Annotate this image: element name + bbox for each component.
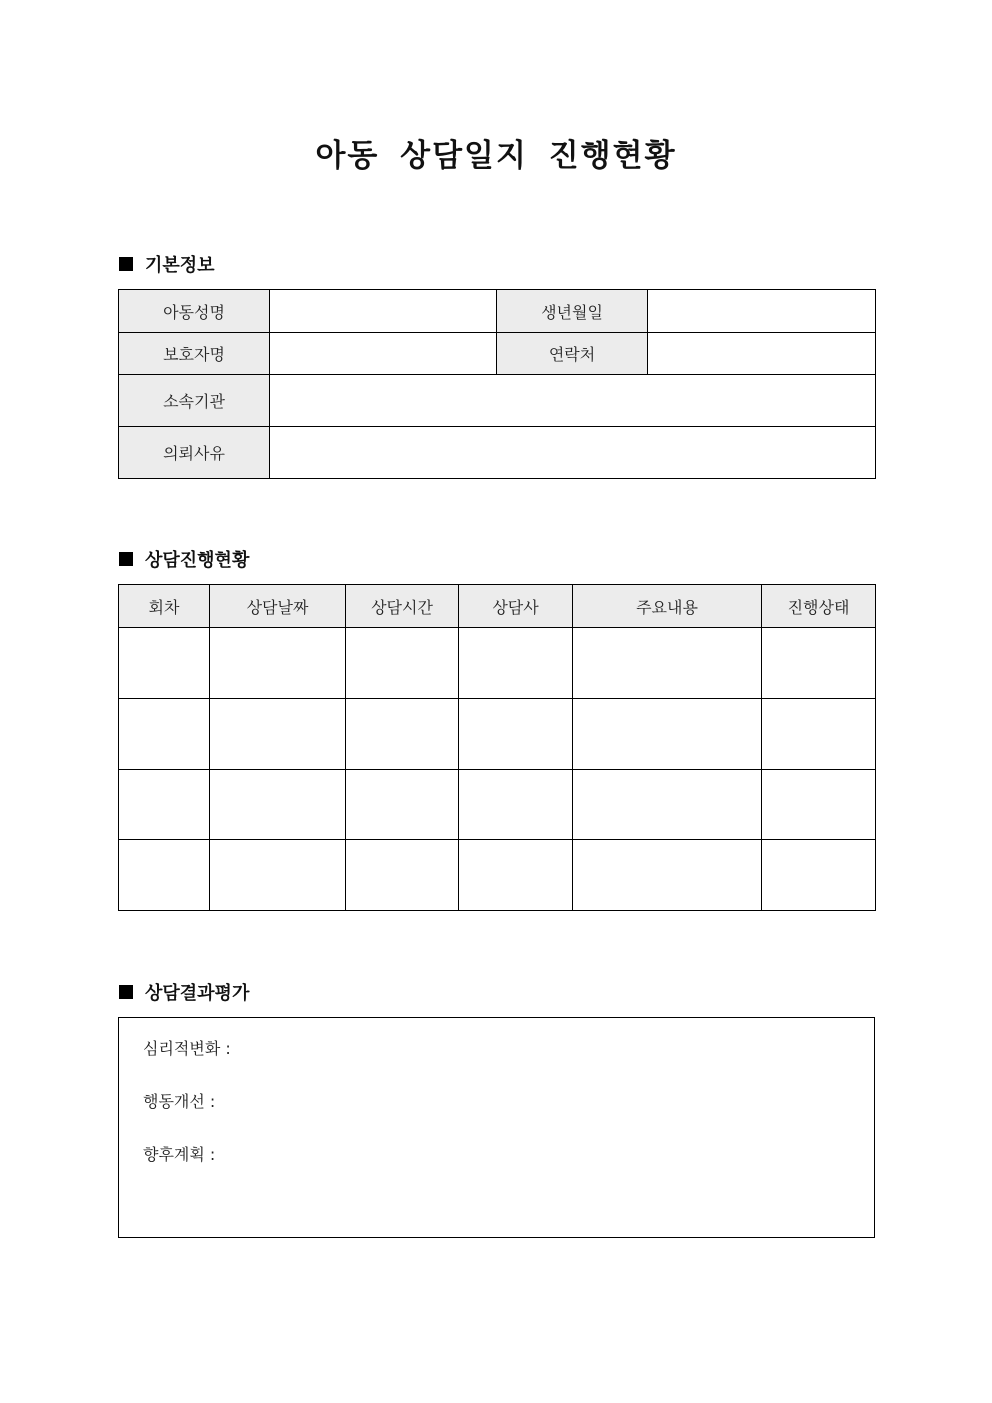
counselor-cell[interactable] [459,628,573,699]
evaluation-box[interactable] [118,1017,875,1238]
table-row [119,699,876,770]
column-header-main-content: 주요내용 [573,585,762,628]
table-row [119,628,876,699]
referral-reason-field[interactable] [270,427,876,479]
status-cell[interactable] [762,628,876,699]
future-plan-label: 향후계획 : [143,1145,216,1164]
behavior-improvement-label: 행동개선 : [143,1092,216,1111]
main-content-cell[interactable] [573,628,762,699]
time-cell[interactable] [346,840,459,911]
evaluation-heading [119,980,249,1004]
table-row [119,375,876,427]
progress-table [118,584,876,911]
table-row [119,770,876,840]
column-header-counselor: 상담사 [459,585,573,628]
table-row [119,427,876,479]
column-header-time: 상담시간 [346,585,459,628]
date-cell[interactable] [210,840,346,911]
table-row [119,840,876,911]
column-header-status: 진행상태 [762,585,876,628]
basic-info-table [118,289,876,479]
session-cell[interactable] [119,628,210,699]
table-row [119,333,876,375]
date-cell[interactable] [210,699,346,770]
progress-heading-text: 상담진행현황 [145,550,250,571]
psych-change-label: 심리적변화 : [143,1039,231,1058]
time-cell[interactable] [346,770,459,840]
column-header-session: 회차 [119,585,210,628]
main-content-cell[interactable] [573,770,762,840]
main-content-cell[interactable] [573,840,762,911]
document-title: 아동 상담일지 진행현황 [315,138,677,174]
birth-date-field[interactable] [648,290,876,333]
time-cell[interactable] [346,699,459,770]
institution-field[interactable] [270,375,876,427]
progress-heading [119,547,249,571]
contact-field[interactable] [648,333,876,375]
child-name-label: 아동성명 [119,290,270,333]
session-cell[interactable] [119,840,210,911]
counselor-cell[interactable] [459,770,573,840]
session-cell[interactable] [119,699,210,770]
birth-date-label: 생년월일 [497,290,648,333]
main-content-cell[interactable] [573,699,762,770]
status-cell[interactable] [762,699,876,770]
guardian-name-field[interactable] [270,333,497,375]
basic-info-heading-text: 기본정보 [145,255,215,276]
referral-reason-label: 의뢰사유 [119,427,270,479]
contact-label: 연락처 [497,333,648,375]
guardian-name-label: 보호자명 [119,333,270,375]
square-bullet-icon [119,985,133,999]
time-cell[interactable] [346,628,459,699]
table-header-row [119,585,876,628]
status-cell[interactable] [762,840,876,911]
date-cell[interactable] [210,770,346,840]
square-bullet-icon [119,257,133,271]
basic-info-heading [119,252,215,276]
child-name-field[interactable] [270,290,497,333]
status-cell[interactable] [762,770,876,840]
date-cell[interactable] [210,628,346,699]
table-row [119,290,876,333]
counselor-cell[interactable] [459,699,573,770]
column-header-date: 상담날짜 [210,585,346,628]
evaluation-heading-text: 상담결과평가 [145,983,250,1004]
square-bullet-icon [119,552,133,566]
counselor-cell[interactable] [459,840,573,911]
institution-label: 소속기관 [119,375,270,427]
session-cell[interactable] [119,770,210,840]
